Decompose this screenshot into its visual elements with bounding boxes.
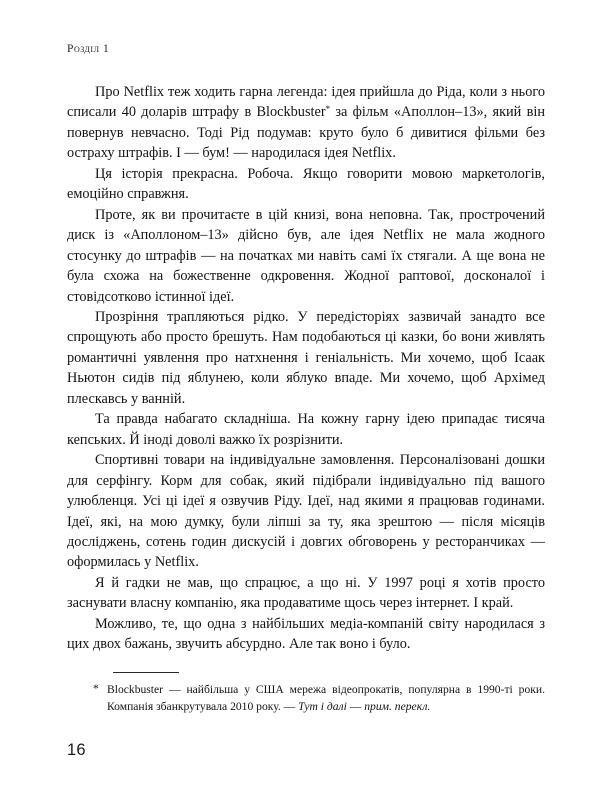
footnote-italic-part-2: прим. перекл. — [364, 700, 431, 714]
paragraph-2: Ця історія прекрасна. Робоча. Якщо говорити мовою маркетологів, емоційно справжня. — [67, 165, 545, 203]
paragraph-3: Проте, як ви прочитаєте в цій книзі, вона неповна. Так, прострочений диск із «Аполлоном–13» дійсно був, але ідея Netflix не мала жодного стосунку до штрафів — на початках ми навіть самі їх стягали. А ще вона не була схожа на божественне одкровення. Жодної раптової, досконалої і стовідсотково істинної ідеї. — [67, 206, 545, 305]
footnote-area — [67, 672, 545, 716]
running-head: Розділ 1 — [67, 43, 110, 55]
paragraph-4: Прозріння трапляються рідко. У передісторіях зазвичай занадто все спрощують або просто брешуть. Нам подобаються ці казки, бо вони живлять романтичні уявлення про натхнення і геніальність. Ми хочемо, щоб Ісаак Ньютон сидів під яблунею, коли яблуко впаде. Ми хочемо, щоб Архімед плескавсь у ванній. — [67, 308, 545, 407]
footnote-marker: * — [93, 683, 99, 695]
body-text-block — [67, 82, 545, 655]
footnote-italic-part-1: Тут і далі — [298, 700, 347, 714]
paragraph-1-text-before-footnote: Про Netflix теж ходить гарна легенда: ідея прийшла до Ріда, коли з нього списали 40 доларів штрафу в Blockbuster — [67, 84, 545, 121]
paragraph-1 — [67, 82, 545, 164]
footnote-text — [107, 681, 545, 716]
footnote-text-part-2: — — [346, 700, 365, 714]
paragraph-7: Я й гадки не мав, що спрацює, а що ні. У 1997 році я хотів просто заснувати власну компанію, яка продаватиме щось через інтернет. І край. — [67, 574, 545, 612]
paragraph-8: Можливо, те, що одна з найбільших медіа-компаній світу народилася з цих двох бажань, звучить абсурдно. Але так воно і було. — [67, 615, 545, 653]
footnote-reference-marker[interactable]: * — [325, 104, 331, 115]
paragraph-1-text-after-footnote: за фільм «Аполлон–13», який він повернув невчасно. Тоді Рід подумав: круто було б дивитися фільми без остраху штрафів. І — бум! — народилася ідея Netflix. — [67, 104, 546, 162]
paragraph-5: Та правда набагато складніша. На кожну гарну ідею припадає тисяча кепських. Й іноді доволі важко їх розрізнити. — [67, 411, 545, 448]
footnote-text-part-1: Blockbuster — найбільша у США мережа відеопрокатів, популярна в 1990-ті роки. Компанія збанкрутувала 2010 року. — — [107, 683, 545, 714]
page-number: 16 — [67, 741, 86, 759]
footnote-separator-rule — [113, 672, 179, 673]
paragraph-6: Спортивні товари на індивідуальне замовлення. Персоналізовані дошки для серфінгу. Корм для собак, який підібрали індивідуально під вашого улюбленця. Усі ці ідеї я озвучив Ріду. Ідеї, над якими я працював годинами. Ідеї, які, на мою думку, були ліпші за ту, яка зрештою — після місяців досліджень, сотень годин дискусій і довгих обговорень у ресторанчиках — оформилась у Netflix. — [67, 452, 545, 571]
footnote-row — [67, 681, 545, 716]
